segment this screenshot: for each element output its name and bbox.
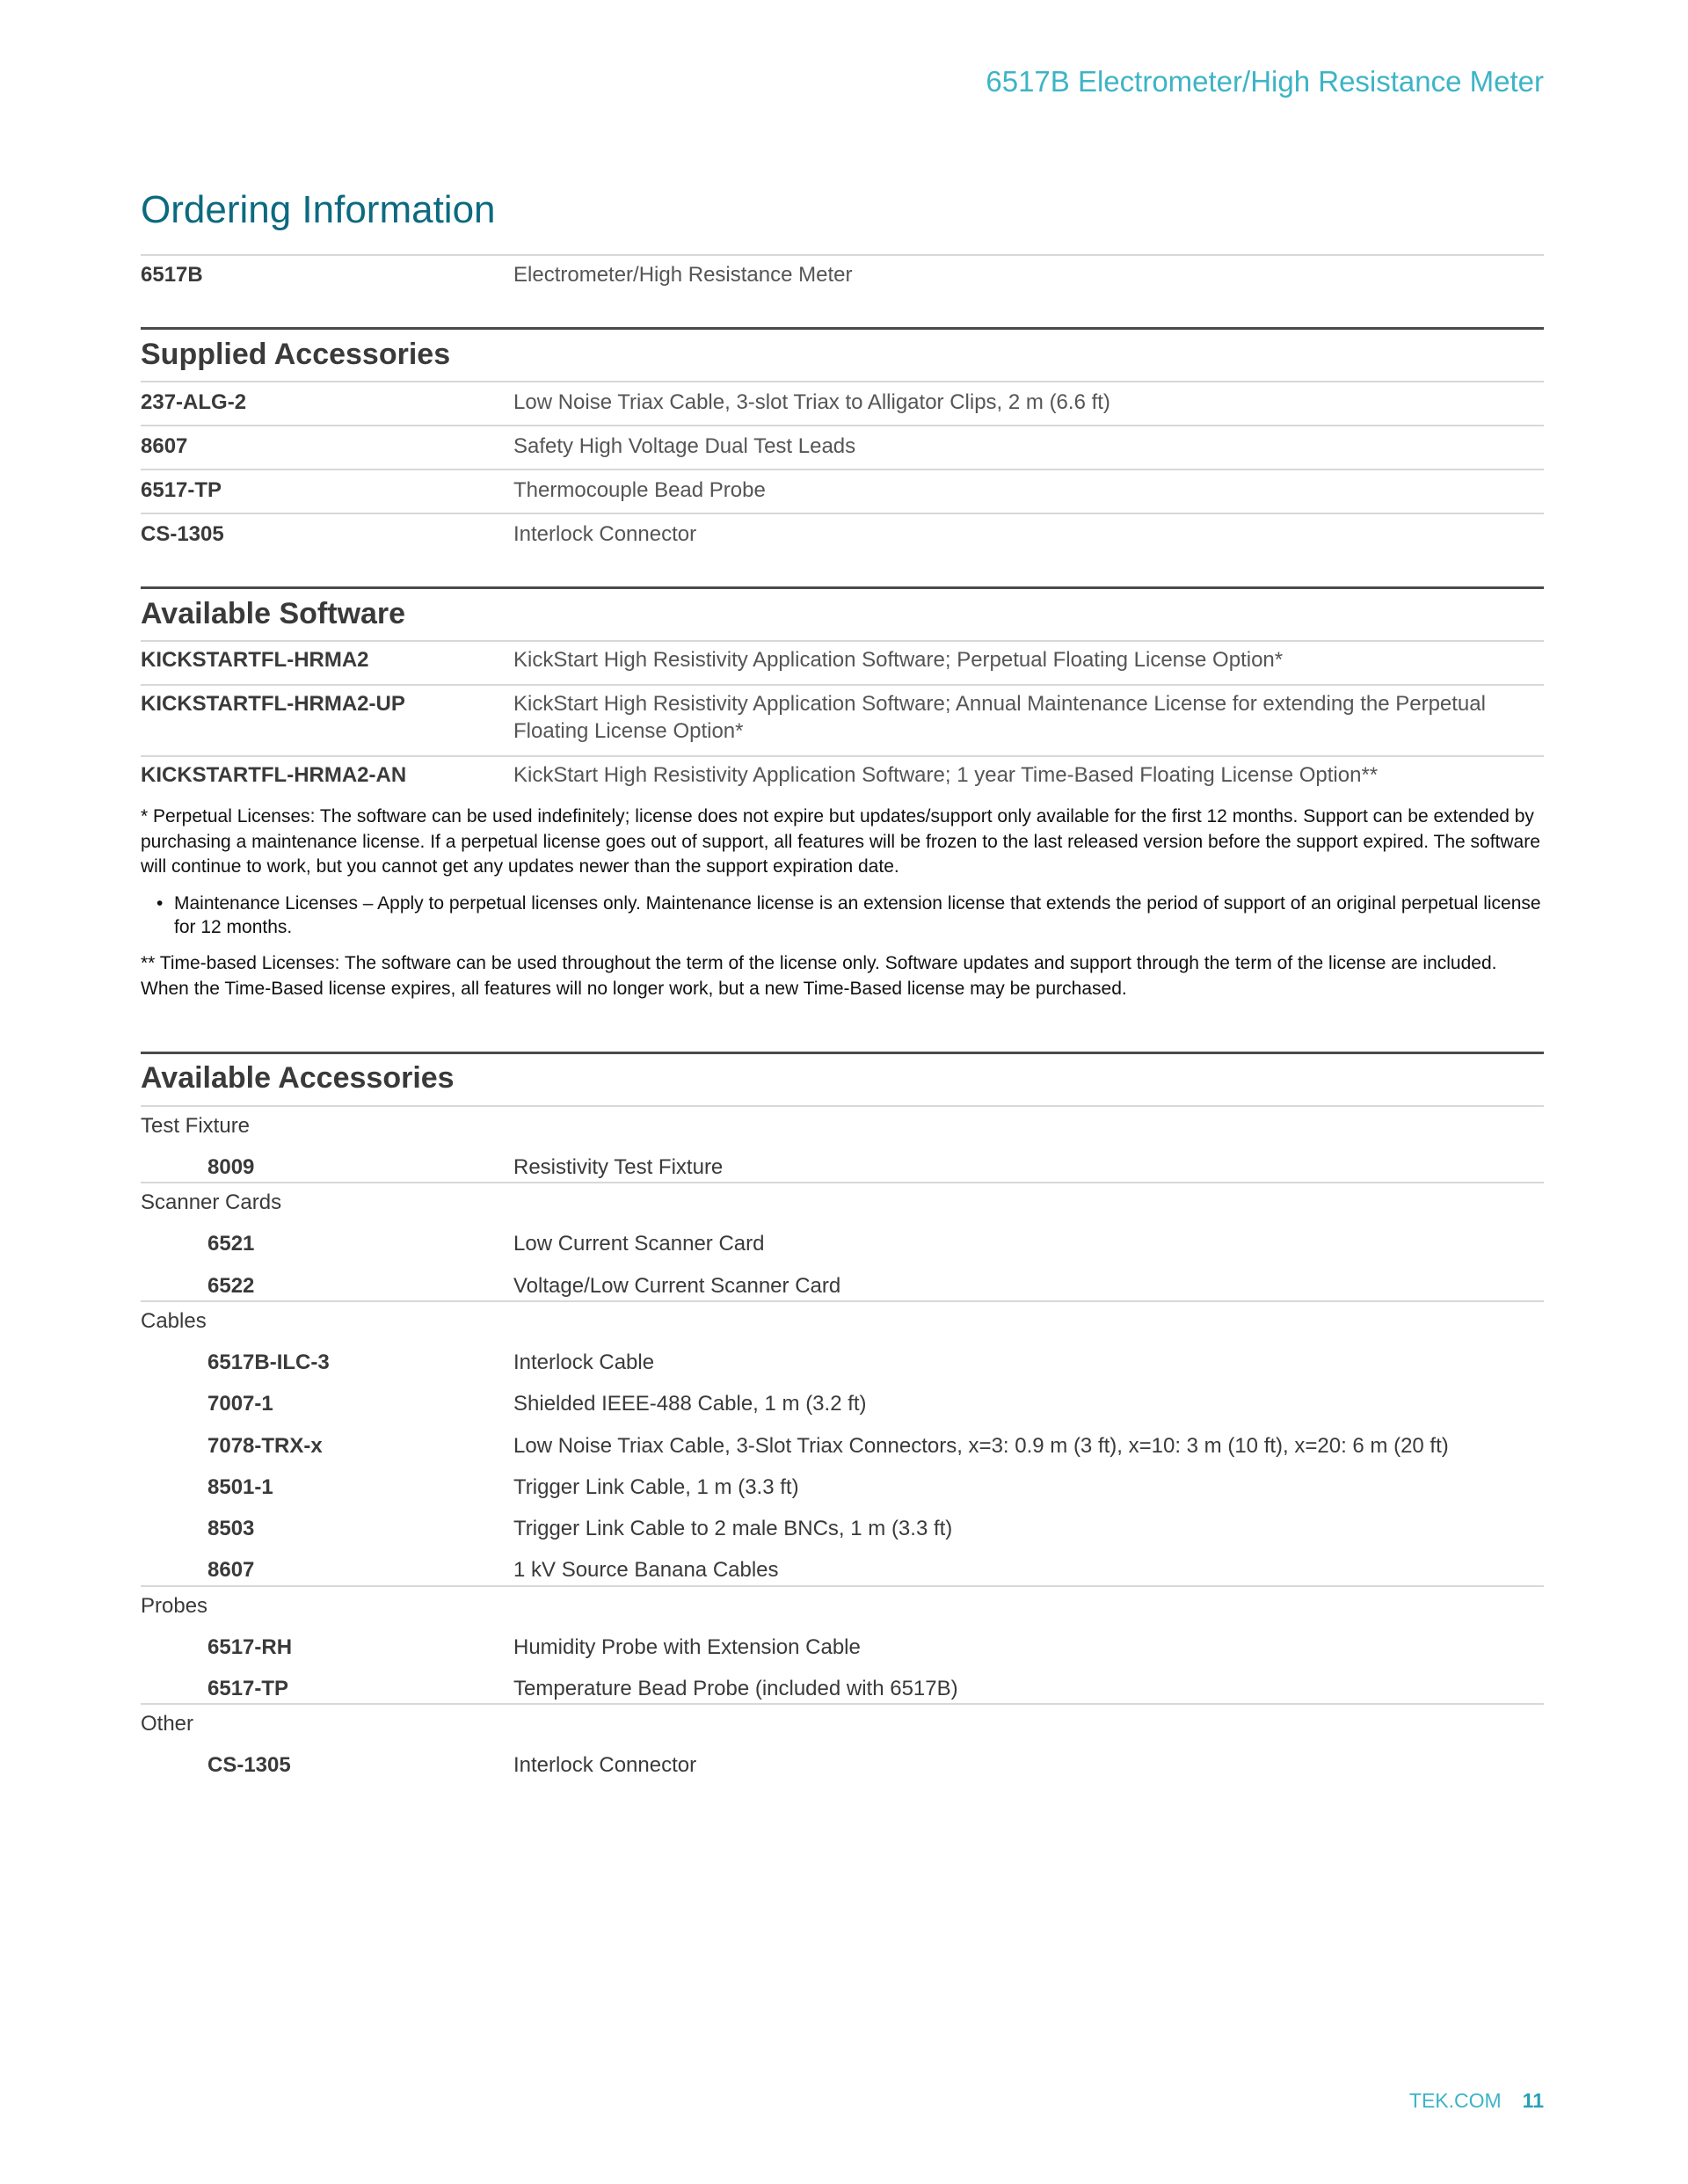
part-number: 8501-1	[207, 1474, 273, 1499]
page-header-title: 6517B Electrometer/High Resistance Meter	[986, 65, 1544, 98]
description: Trigger Link Cable, 1 m (3.3 ft)	[513, 1474, 799, 1499]
part-number: 8009	[207, 1155, 255, 1179]
page-number: 11	[1522, 2089, 1544, 2112]
description: 1 kV Source Banana Cables	[513, 1558, 779, 1583]
description: KickStart High Resistivity Application Software; Annual Maintenance License for extending the Perpetual Floating License Option*	[513, 692, 1486, 743]
part-number: KICKSTARTFL-HRMA2-UP	[141, 692, 405, 716]
description: Safety High Voltage Dual Test Leads	[513, 434, 856, 458]
part-number: 8503	[207, 1517, 255, 1541]
part-number: KICKSTARTFL-HRMA2	[141, 648, 369, 672]
part-number: 6517-TP	[141, 478, 222, 502]
part-number: CS-1305	[207, 1753, 291, 1778]
description: KickStart High Resistivity Application Software; 1 year Time-Based Floating License Option**	[513, 763, 1379, 787]
part-number: CS-1305	[141, 522, 224, 546]
divider	[141, 640, 1544, 642]
description: Interlock Cable	[513, 1350, 655, 1374]
part-number: 7078-TRX-x	[207, 1433, 323, 1458]
part-number: 6522	[207, 1273, 255, 1298]
part-number: 6521	[207, 1232, 255, 1256]
footnote-time-based: ** Time-based Licenses: The software can be used throughout the term of the license only. Software updates and support through the term of the license are included. When the Time-Based license expires, all features will no longer work, but a new Time-Based license may be purchased.	[141, 953, 1497, 999]
footer-site: TEK.COM	[1408, 2089, 1502, 2112]
description: Low Noise Triax Cable, 3-Slot Triax Connectors, x=3: 0.9 m (3 ft), x=10: 3 m (10 ft), x=20: 6 m (20 ft)	[513, 1433, 1449, 1458]
description: Interlock Connector	[513, 1753, 697, 1778]
description: Resistivity Test Fixture	[513, 1155, 724, 1179]
divider	[141, 469, 1544, 470]
description: Low Current Scanner Card	[513, 1232, 765, 1256]
divider	[141, 1703, 1544, 1705]
part-number: 237-ALG-2	[141, 390, 247, 414]
description: Trigger Link Cable to 2 male BNCs, 1 m (3.3 ft)	[513, 1517, 953, 1541]
description: Electrometer/High Resistance Meter	[513, 263, 853, 287]
divider	[141, 1300, 1544, 1302]
footnote-perpetual: * Perpetual Licenses: The software can be used indefinitely; license does not expire but updates/support only available for the first 12 months. Support can be extended by purchasing a maintenance license. If a perpetual license goes out of support, all features will be frozen to the last released version before the support expired. The software will continue to work, but you cannot get any updates newer than the support expiration date.	[141, 806, 1540, 877]
category-label: Scanner Cards	[141, 1190, 282, 1215]
part-number: 8607	[141, 434, 188, 458]
section-divider	[141, 1052, 1544, 1054]
part-number: 6517B-ILC-3	[207, 1350, 330, 1374]
divider	[141, 1105, 1544, 1107]
section-divider	[141, 327, 1544, 330]
description: Thermocouple Bead Probe	[513, 478, 766, 502]
description: Interlock Connector	[513, 522, 697, 546]
supplied-title: Supplied Accessories	[141, 338, 451, 371]
description: KickStart High Resistivity Application Software; Perpetual Floating License Option*	[513, 648, 1284, 672]
divider	[141, 684, 1544, 686]
part-number: 6517-TP	[207, 1677, 289, 1700]
accessories-title: Available Accessories	[141, 1061, 455, 1095]
software-title: Available Software	[141, 597, 406, 630]
category-label: Probes	[141, 1593, 208, 1618]
description: Humidity Probe with Extension Cable	[513, 1634, 861, 1659]
divider	[141, 381, 1544, 382]
category-label: Cables	[141, 1308, 207, 1333]
divider	[141, 513, 1544, 514]
footnote-maintenance: • Maintenance Licenses – Apply to perpetual licenses only. Maintenance license is an extension license that extends the period of support of an original perpetual license for 12 months.	[156, 892, 1546, 939]
part-number: KICKSTARTFL-HRMA2-AN	[141, 763, 407, 787]
part-number: 6517-RH	[207, 1634, 293, 1659]
category-label: Test Fixture	[141, 1114, 251, 1138]
description: Low Noise Triax Cable, 3-slot Triax to Alligator Clips, 2 m (6.6 ft)	[513, 390, 1110, 414]
divider	[141, 1585, 1544, 1587]
part-number: 6517B	[141, 263, 203, 287]
part-number: 7007-1	[207, 1392, 273, 1416]
divider	[141, 755, 1544, 757]
description: Shielded IEEE-488 Cable, 1 m (3.2 ft)	[513, 1392, 867, 1416]
description: Temperature Bead Probe (included with 6517B)	[513, 1677, 958, 1700]
divider	[141, 425, 1544, 426]
description: Voltage/Low Current Scanner Card	[513, 1273, 841, 1298]
footer	[1409, 2089, 1544, 2113]
ordering-title: Ordering Information	[141, 188, 496, 231]
divider	[141, 254, 1544, 256]
category-label: Other	[141, 1712, 194, 1736]
section-divider	[141, 586, 1544, 589]
divider	[141, 1182, 1544, 1183]
part-number: 8607	[207, 1558, 255, 1583]
